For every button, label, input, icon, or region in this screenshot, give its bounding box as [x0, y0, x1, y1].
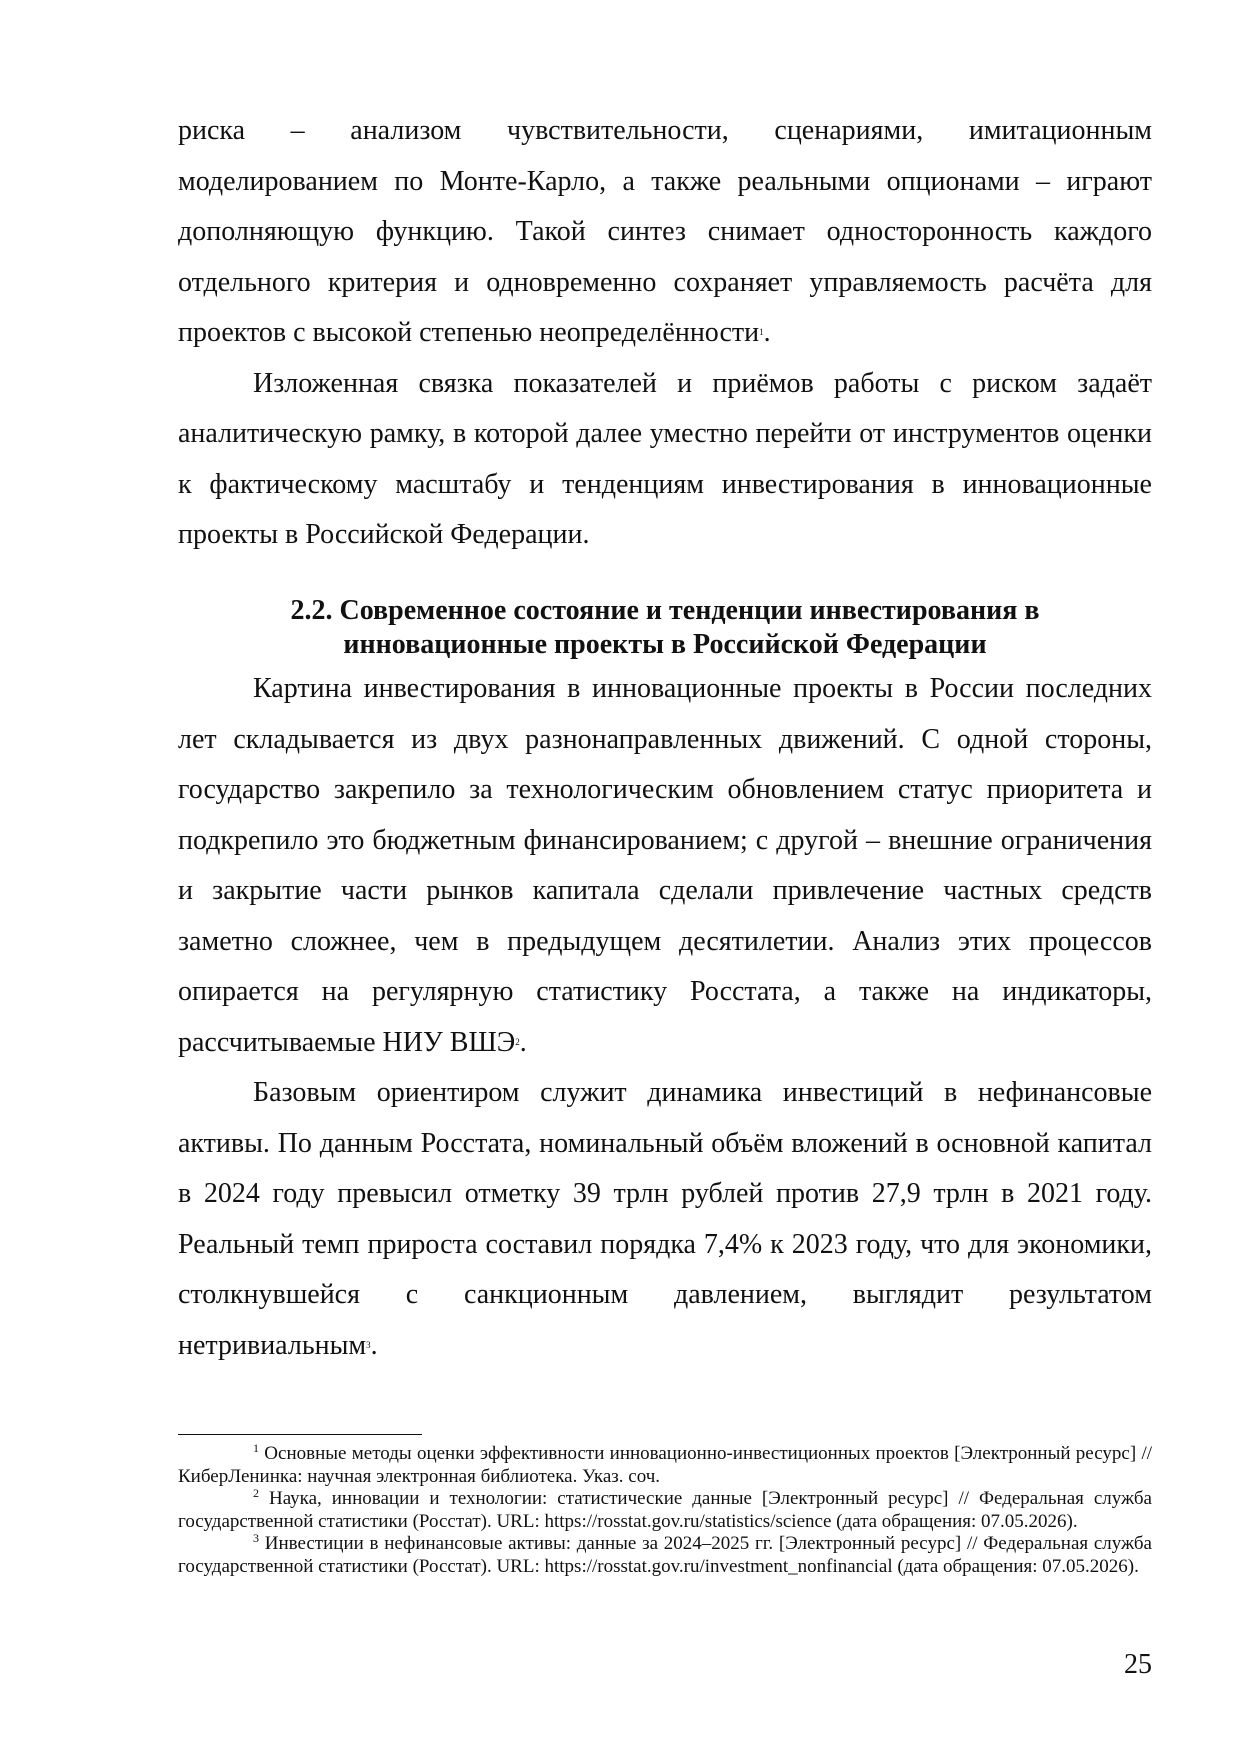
paragraph-1 — [178, 106, 1152, 359]
text-block-section — [178, 664, 1152, 1371]
footnote-3-text: Инвестиции в нефинансовые активы: данные за 2024–2025 гг. [Электронный ресурс] // Федеральная служба государственной статистики (Росстат). URL: https://rosstat.gov.ru/investment_nonfinancial (дата обращения: 07.05.2026). — [178, 1533, 1152, 1577]
footnote-mark-2: 2 — [253, 1486, 259, 1500]
footnote-ref-1[interactable]: 1 — [759, 327, 764, 337]
paragraph-1-end: . — [763, 317, 771, 348]
section-heading — [178, 594, 1152, 662]
paragraph-3-text: Картина инвестирования в инновационные проекты в России последних лет складывается из двух разнонаправленных движений. С одной стороны, государство закрепило за технологическим обновлением статус приоритета и подкрепило это бюджетным финансированием; с другой – внешние ограничения и закрытие части рынков капитала сделали привлечение частных средств заметно сложнее, чем в предыдущем десятилетии. Анализ этих процессов опирается на регулярную статистику Росстата, а также на индикаторы, рассчитываемые НИУ ВШЭ — [178, 673, 1152, 1058]
footnote-mark-3: 3 — [253, 1531, 259, 1545]
paragraph-4 — [178, 1068, 1152, 1371]
footnote-3 — [178, 1533, 1152, 1578]
paragraph-3-end: . — [519, 1026, 527, 1058]
footnotes — [178, 1443, 1152, 1578]
paragraph-2 — [178, 359, 1152, 561]
paragraph-4-text: Базовым ориентиром служит динамика инвестиций в нефинансовые активы. По данным Росстата, номинальный объём вложений в основной капитал в 2024 году превысил отметку 39 трлн рублей против 27,9 трлн в 2021 году. Реальный темп прироста составил порядка 7,4% к 2023 году, что для экономики, столкнувшейся с санкционным давлением, выглядит результатом нетривиальным — [178, 1077, 1152, 1361]
footnote-separator — [178, 1434, 422, 1435]
paragraph-1-text: риска – анализом чувствительности, сценариями, имитационным моделированием по Монте-Карло, а также реальными опционами – играют дополняющую функцию. Такой синтез снимает односторонность каждого отдельного критерия и одновременно сохраняет управляемость расчёта для проектов с высокой степенью неопределённости — [178, 115, 1152, 348]
text-block-top — [178, 106, 1152, 561]
page-number: 25 — [1124, 1649, 1152, 1680]
footnote-2-text: Наука, инновации и технологии: статистические данные [Электронный ресурс] // Федеральная служба государственной статистики (Росстат). URL: https://rosstat.gov.ru/statistics/science (дата обращения: 07.05.2026). — [178, 1488, 1152, 1532]
footnote-2 — [178, 1488, 1152, 1533]
paragraph-3 — [178, 664, 1152, 1068]
paragraph-4-end: . — [370, 1329, 378, 1361]
footnote-ref-3[interactable]: 3 — [366, 1339, 371, 1350]
footnote-1-text: Основные методы оценки эффективности инновационно-инвестиционных проектов [Электронный ресурс] // КиберЛенинка: научная электронная библиотека. Указ. соч. — [178, 1443, 1152, 1487]
section-heading-line-2: инновационные проекты в Российской Федерации — [343, 629, 987, 660]
footnote-1 — [178, 1443, 1152, 1488]
footnote-mark-1: 1 — [253, 1441, 259, 1455]
footnote-ref-2[interactable]: 2 — [515, 1036, 520, 1047]
section-heading-line-1: 2.2. Современное состояние и тенденции инвестирования в — [290, 595, 1040, 626]
paragraph-2-text: Изложенная связка показателей и приёмов работы с риском задаёт аналитическую рамку, в которой далее уместно перейти от инструментов оценки к фактическому масштабу и тенденциям инвестирования в инновационные проекты в Российской Федерации. — [178, 367, 1152, 550]
